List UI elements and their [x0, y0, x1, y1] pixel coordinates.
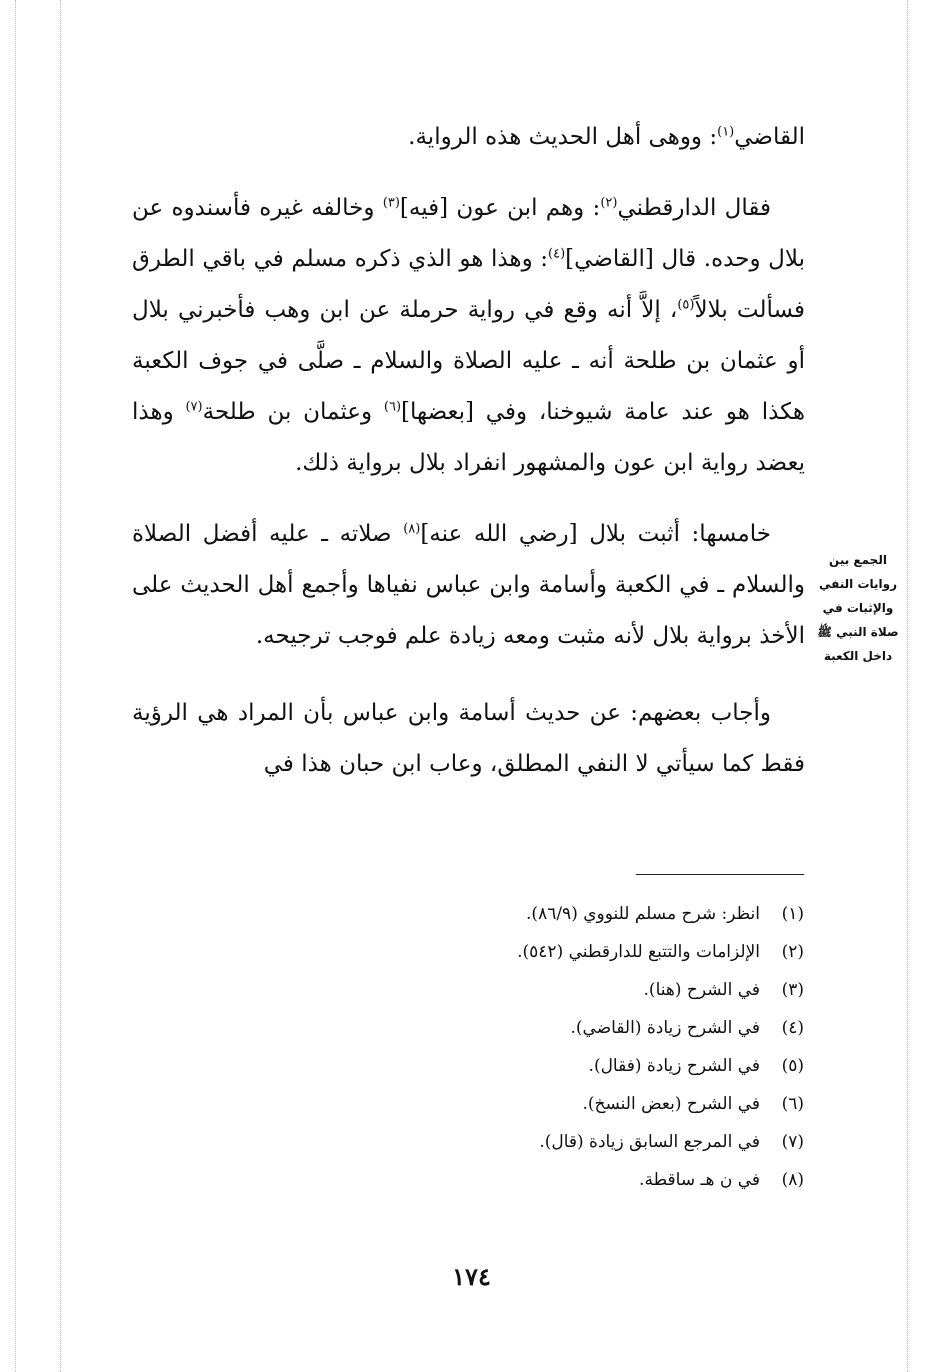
margin-note-line: والإثبات في — [822, 601, 894, 615]
text-run: : وهم ابن عون [فيه] — [399, 195, 601, 221]
paragraph — [132, 688, 805, 790]
footnote — [380, 1009, 804, 1047]
text-run: فقال الدارقطني — [617, 195, 772, 221]
text-run: وخالفه غيره فأسندوه عن بلال وحده. قال [القاضي] — [132, 195, 805, 272]
footnote-text: في ن هـ ساقطة. — [639, 1170, 760, 1190]
footnote — [380, 1123, 804, 1161]
margin-note-line: داخل الكعبة — [823, 649, 893, 663]
margin-note — [812, 548, 904, 668]
footnote-separator — [636, 874, 804, 875]
margin-note-line: صلاة النبي ﷺ — [817, 625, 899, 639]
footnotes-list — [380, 895, 804, 1199]
footnote — [380, 1047, 804, 1085]
right-dotted-guide — [907, 0, 908, 1372]
text-run: وعثمان بن طلحة — [202, 399, 384, 425]
footnote-text: في المرجع السابق زيادة (قال). — [539, 1132, 760, 1152]
text-run: وأجاب بعضهم: عن حديث أسامة وابن عباس بأن المراد هي الرؤية فقط كما سيأتي لا النفي المطلق، وعاب ابن حبان هذا في — [132, 700, 805, 777]
footnote-text: انظر: شرح مسلم للنووي (٨٦/٩). — [526, 904, 760, 924]
footnote-number: (٦) — [781, 1094, 804, 1114]
footnote-number: (٥) — [781, 1056, 804, 1076]
left-dotted-guide — [15, 0, 16, 1372]
margin-note-line: الجمع بين — [829, 553, 887, 567]
footnote-ref: (٢) — [600, 195, 618, 211]
text-run: ، إلاَّ أنه وقع في رواية حرملة عن ابن وهب فأخبرني بلال أو عثمان بن طلحة أنه ـ عليه الصلاة والسلام ـ صلَّى في جوف الكعبة هكذا هو عند عامة شيوخنا، وفي [بعضها] — [132, 297, 805, 425]
text-run: خامسها: أثبت بلال [رضي الله عنه] — [420, 521, 771, 547]
footnote-ref: (١) — [717, 124, 735, 140]
footnote-text: في الشرح (هنا). — [643, 980, 760, 1000]
footnote-number: (٨) — [781, 1170, 804, 1190]
paragraph — [132, 112, 805, 163]
footnote-number: (٣) — [781, 980, 804, 1000]
footnote — [380, 1161, 804, 1199]
inner-dotted-guide — [60, 0, 61, 1372]
main-text — [132, 112, 805, 790]
footnote-ref: (٧) — [185, 399, 203, 415]
text-run: صلاته ـ عليه أفضل الصلاة والسلام ـ في الكعبة وأسامة وابن عباس نفياها وأجمع أهل الحديث على الأخذ برواية بلال لأنه مثبت ومعه زيادة علم فوجب ترجيحه. — [132, 521, 805, 649]
footnote-number: (٢) — [781, 942, 804, 962]
footnote — [380, 933, 804, 971]
footnote-number: (١) — [781, 904, 804, 924]
margin-note-line: روايات النفي — [818, 577, 898, 591]
footnote-number: (٧) — [781, 1132, 804, 1152]
footnote — [380, 971, 804, 1009]
text-run: وهذا يعضد رواية ابن عون والمشهور انفراد بلال برواية ذلك. — [132, 399, 805, 476]
page-number: ١٧٤ — [452, 1262, 491, 1291]
footnote-number: (٤) — [781, 1018, 804, 1038]
footnote-ref: (٥) — [677, 297, 695, 313]
footnote-text: في الشرح زيادة (القاضي). — [570, 1018, 760, 1038]
text-run: : ووهى أهل الحديث هذه الرواية. — [408, 124, 718, 150]
footnote-ref: (٣) — [382, 195, 400, 211]
footnote-ref: (٤) — [548, 246, 566, 262]
paragraph — [132, 183, 805, 489]
text-run: القاضي — [734, 124, 805, 150]
footnote-text: في الشرح (بعض النسخ). — [582, 1094, 760, 1114]
footnote — [380, 1085, 804, 1123]
footnote — [380, 895, 804, 933]
footnote-text: في الشرح زيادة (فقال). — [588, 1056, 760, 1076]
paragraph — [132, 509, 805, 662]
text-run: : وهذا هو الذي ذكره مسلم في باقي الطرق فسألت بلالاً — [132, 246, 805, 323]
footnote-ref: (٦) — [383, 399, 402, 415]
footnote-text: الإلزامات والتتبع للدارقطني (٥٤٢). — [517, 942, 760, 962]
footnote-ref: (٨) — [403, 521, 421, 537]
